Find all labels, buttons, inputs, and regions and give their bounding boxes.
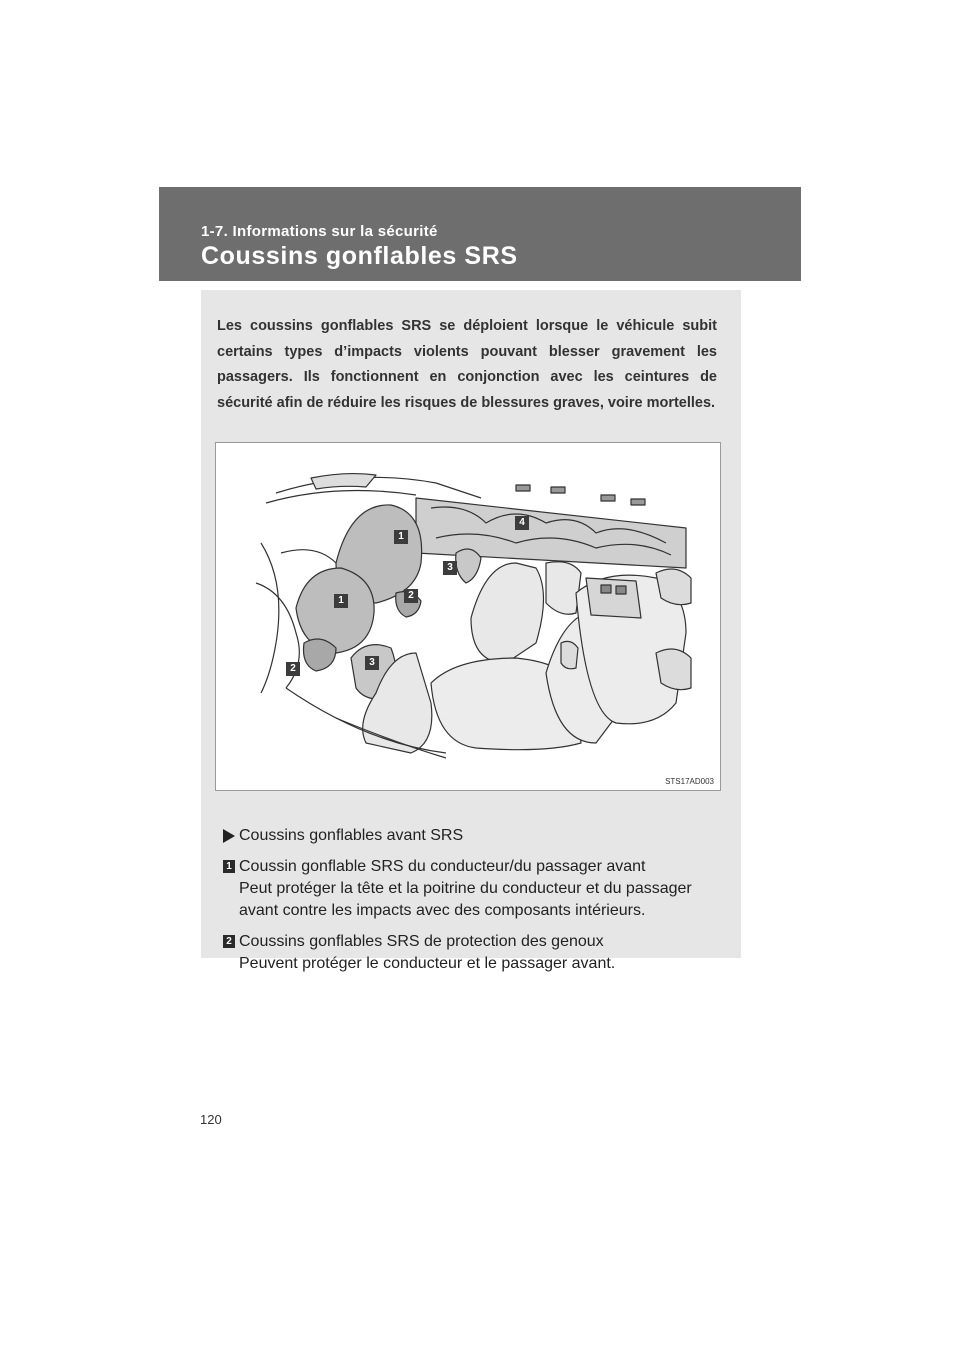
item-number-badge: 1 bbox=[223, 860, 235, 873]
section-label: 1-7. Informations sur la sécurité bbox=[201, 223, 438, 240]
item-description: Peuvent protéger le conducteur et le passager avant. bbox=[239, 955, 616, 972]
figure-label-2-right: 2 bbox=[404, 589, 418, 603]
list-item bbox=[223, 931, 723, 975]
list-item bbox=[223, 856, 723, 922]
figure-label-1-lower: 1 bbox=[334, 594, 348, 608]
figure-label-3-lower: 3 bbox=[365, 656, 379, 670]
airbag-list bbox=[223, 825, 723, 975]
section-header bbox=[159, 187, 801, 281]
figure-label-2-left: 2 bbox=[286, 662, 300, 676]
item-title: Coussin gonflable SRS du conducteur/du passager avant bbox=[239, 858, 646, 875]
arrow-right-icon bbox=[223, 829, 235, 843]
item-number-badge: 2 bbox=[223, 935, 235, 948]
figure-code: STS17AD003 bbox=[665, 777, 714, 786]
page-number: 120 bbox=[200, 1112, 222, 1127]
item-title: Coussins gonflables SRS de protection des genoux bbox=[239, 933, 604, 950]
figure-label-4: 4 bbox=[515, 516, 529, 530]
list-heading-text: Coussins gonflables avant SRS bbox=[239, 827, 464, 844]
list-heading bbox=[223, 825, 723, 847]
figure-label-1-upper: 1 bbox=[394, 530, 408, 544]
content-panel bbox=[201, 290, 741, 972]
item-description: Peut protéger la tête et la poitrine du conducteur et du passager avant contre les impacts avec des composants intérieurs. bbox=[239, 880, 692, 919]
vehicle-interior-drawing bbox=[216, 443, 721, 791]
figure-label-3-upper: 3 bbox=[443, 561, 457, 575]
page-title: Coussins gonflables SRS bbox=[201, 242, 518, 270]
airbag-illustration bbox=[215, 442, 721, 791]
intro-paragraph: Les coussins gonflables SRS se déploient lorsque le véhicule subit certains types d’impacts violents pouvant blesser gravement les passagers. Ils fonctionnent en conjonction avec les ceintures de sécurité afin de réduire les risques de blessures graves, voire mortelles. bbox=[217, 318, 717, 411]
